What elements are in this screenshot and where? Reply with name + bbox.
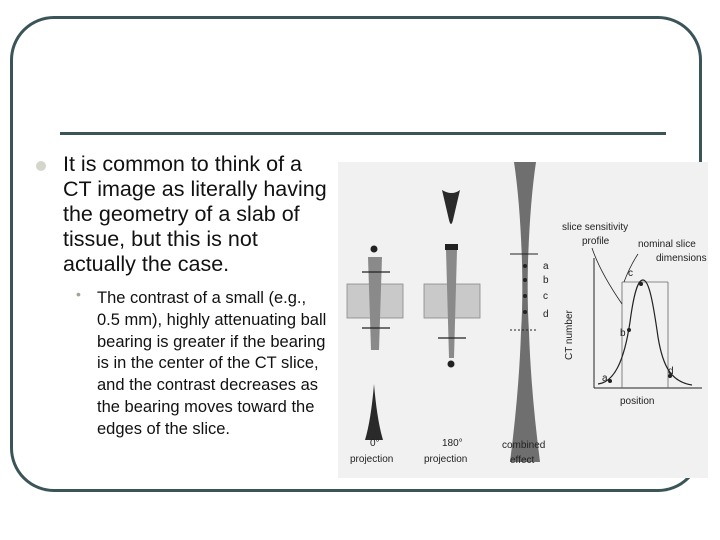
- point-label-c: c: [543, 291, 548, 302]
- nominal-label-line1: nominal slice: [638, 239, 696, 250]
- label-combined-line2: effect: [510, 455, 535, 466]
- x-axis-label: position: [620, 396, 655, 407]
- label-180-line1: 180°: [442, 438, 463, 449]
- label-180-line2: projection: [424, 454, 468, 465]
- slice-sensitivity-figure: [338, 162, 708, 478]
- profile-label-line1: slice sensitivity: [562, 222, 629, 233]
- title-divider: [60, 132, 666, 135]
- bullet-main-text: It is common to think of a CT image as literally having the geometry of a slab of tissue, but this is not actually the case.: [63, 152, 327, 276]
- point-label-a: a: [543, 261, 549, 272]
- label-combined-line1: combined: [502, 440, 546, 451]
- profile-point-a: a: [602, 373, 608, 384]
- profile-point-b: b: [620, 328, 626, 339]
- nominal-label-line2: dimensions: [656, 253, 707, 264]
- profile-point-d: d: [668, 366, 674, 377]
- bullet-dot: [36, 161, 46, 171]
- profile-point-c: c: [628, 268, 633, 279]
- label-0-line1: 0°: [370, 438, 380, 449]
- y-axis-label: CT number: [564, 310, 575, 360]
- point-label-b: b: [543, 275, 549, 286]
- point-label-d: d: [543, 309, 549, 320]
- label-0-line2: projection: [350, 454, 394, 465]
- bullet-sub-text: The contrast of a small (e.g., 0.5 mm), highly attenuating ball bearing is greater if the bearing is in the center of the CT slice, and the contrast decreases as the bearing moves toward the edges of the slice.: [97, 289, 327, 438]
- profile-label-line2: profile: [582, 236, 610, 247]
- sub-bullet-dot: •: [76, 286, 81, 302]
